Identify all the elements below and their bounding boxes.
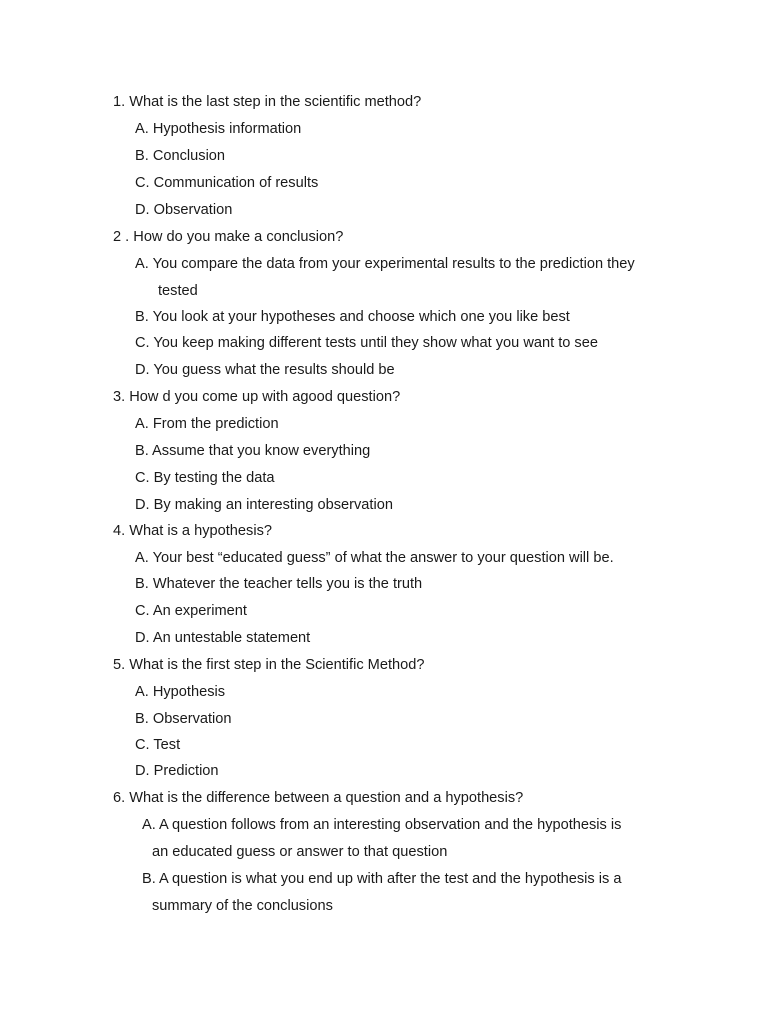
question-5: 5. What is the first step in the Scientific Method?: [113, 657, 425, 673]
q1-option-a: A. Hypothesis information: [135, 121, 302, 137]
q4-option-d: D. An untestable statement: [135, 630, 311, 646]
q5-option-d: D. Prediction: [135, 763, 219, 779]
q3-option-b: B. Assume that you know everything: [135, 443, 371, 459]
q2-option-d: D. You guess what the results should be: [135, 362, 395, 378]
question-2: 2 . How do you make a conclusion?: [113, 229, 344, 245]
q4-option-a: A. Your best “educated guess” of what the answer to your question will be.: [135, 550, 614, 566]
q3-option-a: A. From the prediction: [135, 416, 279, 432]
q6-option-a-line2: an educated guess or answer to that question: [152, 844, 448, 860]
q5-option-c: C. Test: [135, 737, 181, 753]
q6-option-a-line1: A. A question follows from an interesting observation and the hypothesis is: [142, 817, 622, 833]
question-6: 6. What is the difference between a question and a hypothesis?: [113, 790, 524, 806]
q6-option-b-line1: B. A question is what you end up with after the test and the hypothesis is a: [142, 871, 622, 887]
q4-option-c: C. An experiment: [135, 603, 247, 619]
question-3: 3. How d you come up with agood question?: [113, 389, 401, 405]
q1-option-c: C. Communication of results: [135, 175, 319, 191]
q6-option-b-line2: summary of the conclusions: [152, 898, 333, 914]
q2-option-a-line2: tested: [158, 283, 198, 299]
q2-option-b: B. You look at your hypotheses and choose which one you like best: [135, 309, 570, 325]
q3-option-d: D. By making an interesting observation: [135, 497, 393, 513]
question-4: 4. What is a hypothesis?: [113, 523, 272, 539]
q5-option-b: B. Observation: [135, 711, 232, 727]
q4-option-b: B. Whatever the teacher tells you is the truth: [135, 576, 423, 592]
q3-option-c: C. By testing the data: [135, 470, 275, 486]
q5-option-a: A. Hypothesis: [135, 684, 226, 700]
q1-option-b: B. Conclusion: [135, 148, 226, 164]
q2-option-c: C. You keep making different tests until they show what you want to see: [135, 335, 598, 351]
q1-option-d: D. Observation: [135, 202, 233, 218]
question-1: 1. What is the last step in the scientific method?: [113, 94, 422, 110]
q2-option-a-line1: A. You compare the data from your experimental results to the prediction they: [135, 256, 635, 272]
